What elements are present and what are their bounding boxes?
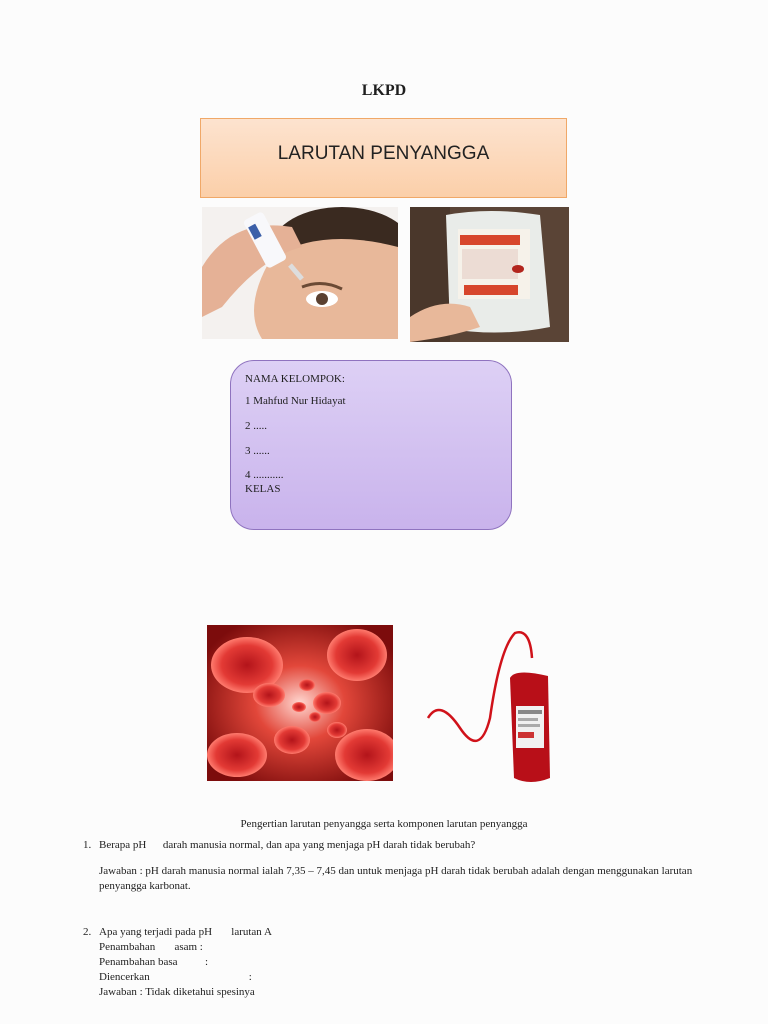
section-heading: Pengertian larutan penyangga serta komponen larutan penyangga: [240, 818, 528, 830]
title-banner: [200, 118, 567, 198]
iv-bag-photo: [410, 207, 569, 342]
question-1-text: Berapa pH darah manusia normal, dan apa yang menjaga pH darah tidak berubah?: [99, 839, 476, 851]
member-1: 1 Mahfud Nur Hidayat: [245, 395, 346, 407]
question-2-number: 2.: [83, 926, 92, 938]
question-1-answer-line2: penyangga karbonat.: [99, 880, 191, 892]
question-1-number: 1.: [83, 839, 92, 851]
question-2-row-dilute: Diencerkan :: [99, 971, 252, 983]
question-2-row-acid: Penambahan asam :: [99, 941, 203, 953]
member-3: 3 ......: [245, 445, 270, 457]
blood-cells-photo: [207, 625, 393, 781]
question-1-answer-line1: Jawaban : pH darah manusia normal ialah 7,35 – 7,45 dan untuk menjaga pH darah tidak berubah adalah dengan menggunakan larutan: [99, 865, 693, 877]
eye-drops-photo: [202, 207, 398, 339]
member-4: 4 ...........: [245, 469, 284, 481]
class-label: KELAS: [245, 483, 281, 495]
group-heading: NAMA KELOMPOK:: [245, 373, 345, 385]
question-2-answer: Jawaban : Tidak diketahui spesinya: [99, 986, 255, 998]
document-title: LKPD: [361, 82, 407, 99]
blood-bag-photo: [420, 628, 560, 786]
question-2-row-base: Penambahan basa :: [99, 956, 209, 968]
group-card: [230, 360, 512, 530]
member-2: 2 .....: [245, 420, 267, 432]
banner-text: LARUTAN PENYANGGA: [277, 143, 490, 164]
question-2-text: Apa yang terjadi pada pH larutan A: [99, 926, 272, 938]
